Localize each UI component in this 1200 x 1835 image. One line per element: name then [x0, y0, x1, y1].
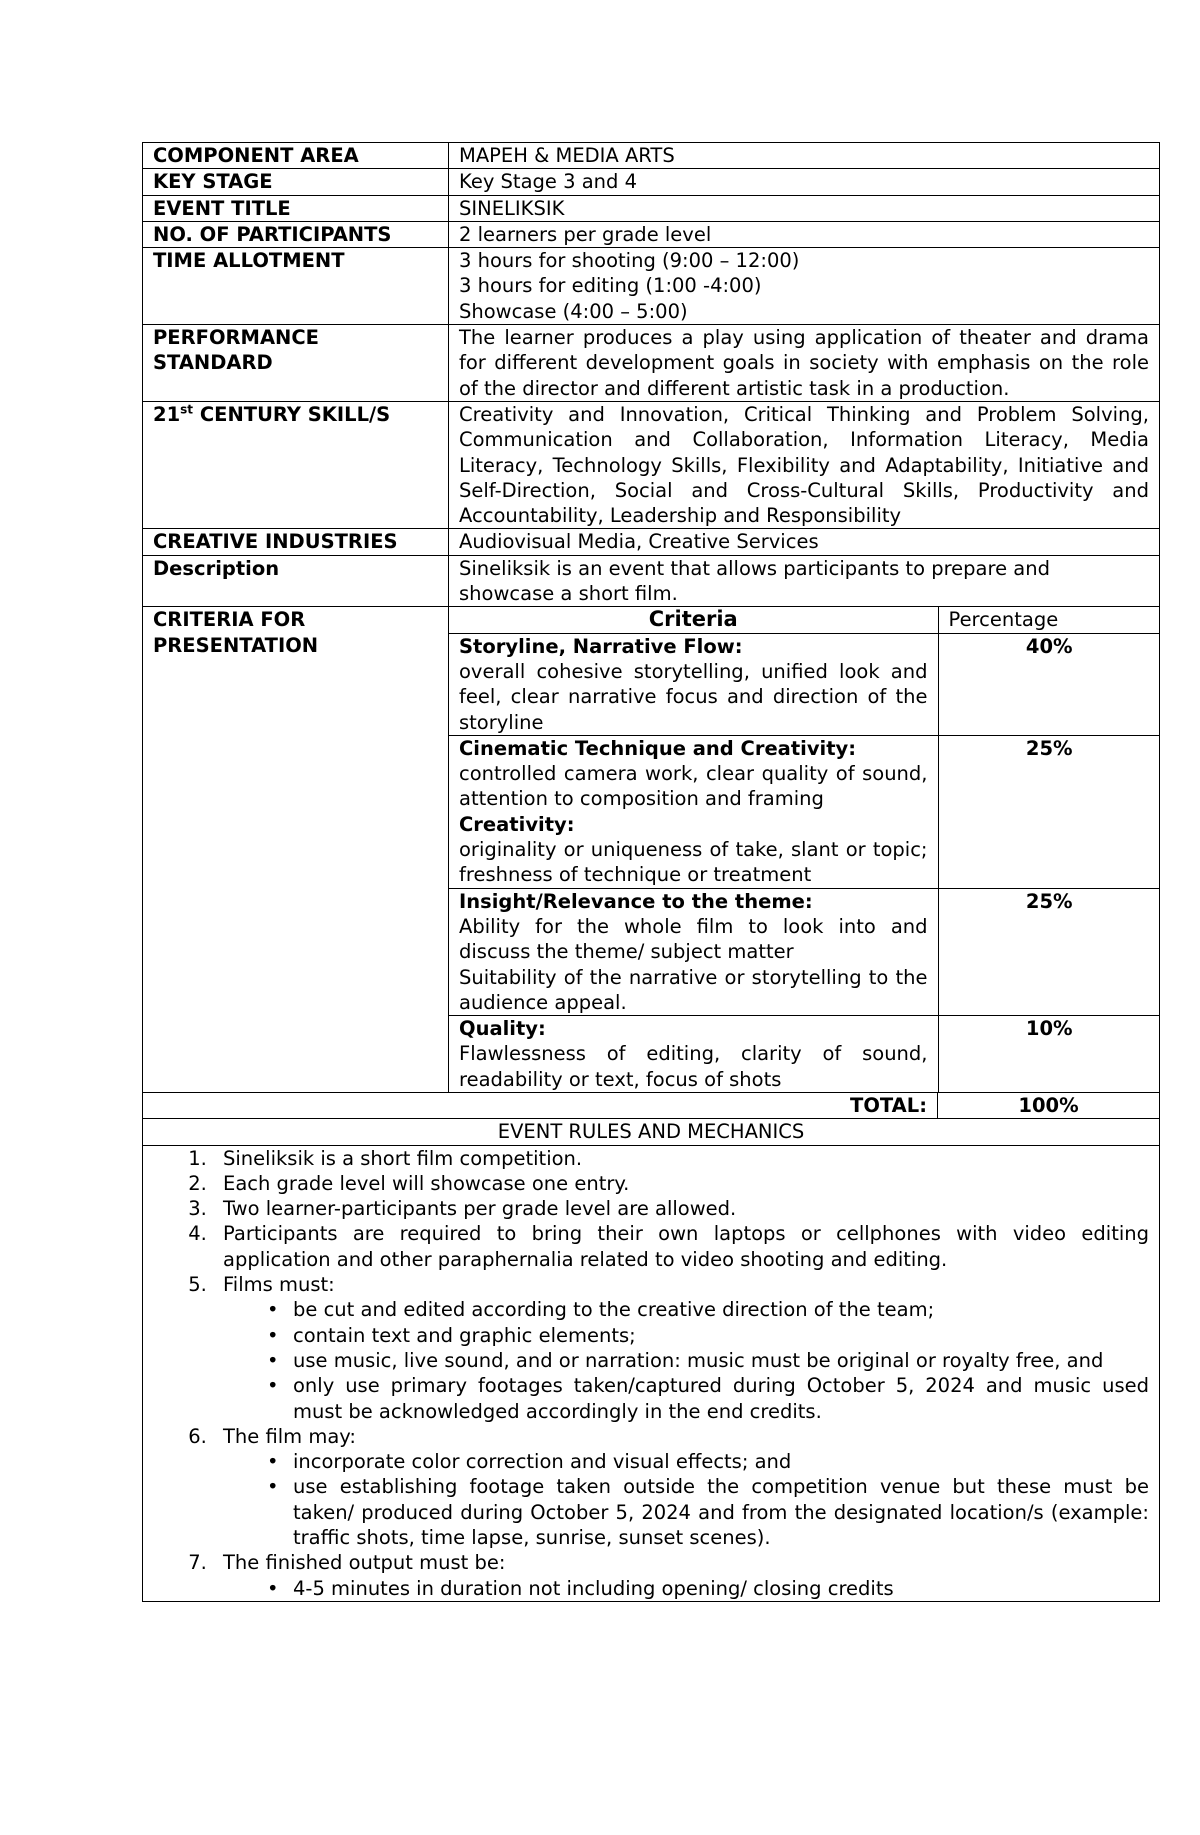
- criteria-row: [449, 1016, 1160, 1092]
- info-value: Key Stage 3 and 4: [449, 169, 1160, 195]
- info-label: CRITERIA FOR PRESENTATION: [143, 607, 449, 1093]
- bullet-icon: •: [267, 1323, 279, 1347]
- criteria-desc: overall cohesive storytelling, unified look and feel, clear narrative focus and direction of the storyline: [459, 659, 928, 734]
- info-label: KEY STAGE: [143, 169, 449, 195]
- bullet-icon: •: [267, 1450, 279, 1474]
- info-label: COMPONENT AREA: [143, 143, 449, 169]
- rule-sub-item: [267, 1474, 1149, 1550]
- rule-sub-item: [267, 1323, 1149, 1348]
- criteria-title: Insight/Relevance to the theme:: [459, 889, 813, 913]
- criteria-title: Creativity:: [459, 812, 575, 836]
- info-row-criteria: [143, 607, 1160, 1093]
- rule-sub-item: [267, 1576, 1149, 1601]
- rules-header-row: [143, 1119, 1160, 1145]
- info-row-event-title: [143, 195, 1160, 221]
- criteria-row: [449, 633, 1160, 735]
- rule-sub-text: 4-5 minutes in duration not including opening/ closing credits: [293, 1576, 894, 1600]
- info-value: Sineliksik is an event that allows participants to prepare and showcase a short film.: [449, 555, 1160, 607]
- time-shooting: 3 hours for shooting (9:00 – 12:00): [459, 249, 800, 273]
- total-table: [142, 1092, 1160, 1602]
- rules-list: [153, 1146, 1149, 1601]
- criteria-desc: Suitability of the narrative or storytelling to the audience appeal.: [459, 965, 928, 1014]
- rule-item: [213, 1221, 1149, 1272]
- info-label: NO. OF PARTICIPANTS: [143, 221, 449, 247]
- criteria-desc: controlled camera work, clear quality of sound, attention to composition and framing: [459, 762, 928, 811]
- info-value: Audiovisual Media, Creative Services: [449, 529, 1160, 555]
- rule-item: [213, 1550, 1149, 1601]
- rule-text: Each grade level will showcase one entry.: [223, 1171, 630, 1195]
- rule-sub-list: [223, 1297, 1149, 1423]
- criteria-text: [449, 633, 938, 735]
- criteria-title: Quality:: [459, 1017, 546, 1041]
- total-value: 100%: [938, 1092, 1160, 1118]
- info-value: The learner produces a play using application of theater and drama for different development goals in society with emphasis on the role of the director and different artistic task in a production.: [449, 325, 1160, 402]
- rule-sub-text: use music, live sound, and or narration: music must be original or royalty free, and: [293, 1348, 1104, 1372]
- rule-item: [213, 1424, 1149, 1550]
- info-row-component-area: [143, 143, 1160, 169]
- rule-item: [213, 1272, 1149, 1424]
- rules-cell: [143, 1145, 1160, 1601]
- criteria-percentage: 25%: [938, 888, 1160, 1015]
- rule-text: Two learner-participants per grade level are allowed.: [223, 1197, 737, 1221]
- info-row-creative-industries: [143, 529, 1160, 555]
- info-value: 2 learners per grade level: [449, 221, 1160, 247]
- rules-title: EVENT RULES AND MECHANICS: [143, 1119, 1160, 1145]
- info-row-performance-standard: [143, 325, 1160, 402]
- event-info-table: [142, 142, 1160, 1093]
- bullet-icon: •: [267, 1475, 279, 1499]
- rule-sub-text: use establishing footage taken outside the competition venue but these must be taken/ produced during October 5, 2024 and from the designated location/s (example: traffic shots, time lapse, sunrise, sunset scenes).: [293, 1475, 1149, 1550]
- bullet-icon: •: [267, 1576, 279, 1600]
- time-editing: 3 hours for editing (1:00 -4:00): [459, 274, 762, 298]
- criteria-text: [449, 1016, 938, 1092]
- rule-text: Participants are required to bring their own laptops or cellphones with video editing application and other paraphernalia related to video shooting and editing.: [223, 1222, 1149, 1271]
- skills-label-post: CENTURY SKILL/S: [193, 402, 391, 426]
- criteria-text: [449, 735, 938, 888]
- rule-sub-text: incorporate color correction and visual effects; and: [293, 1450, 792, 1474]
- document-page: [142, 142, 1159, 1602]
- criteria-row: [449, 735, 1160, 888]
- criteria-desc: originality or uniqueness of take, slant or topic; freshness of technique or treatment: [459, 838, 928, 887]
- criteria-header-row: [449, 607, 1160, 633]
- rule-item: [213, 1196, 1149, 1221]
- rule-sub-list: [223, 1576, 1149, 1601]
- rule-text: Films must:: [223, 1273, 335, 1297]
- criteria-percentage: 10%: [938, 1016, 1160, 1092]
- info-row-description: [143, 555, 1160, 607]
- rule-sub-item: [267, 1373, 1149, 1424]
- criteria-title: Cinematic Technique and Creativity:: [459, 736, 857, 760]
- rules-body-row: [143, 1145, 1160, 1601]
- percentage-header: Percentage: [938, 607, 1160, 633]
- rule-sub-text: be cut and edited according to the creative direction of the team;: [293, 1298, 935, 1322]
- criteria-header: Criteria: [449, 607, 938, 633]
- rule-item: [213, 1171, 1149, 1196]
- criteria-table: [449, 607, 1160, 1092]
- criteria-cell: [449, 607, 1160, 1093]
- info-value: Creativity and Innovation, Critical Thinking and Problem Solving, Communication and Collaboration, Information Literacy, Media Literacy, Technology Skills, Flexibility and Adaptability, Initiative and Self-Direction, Social and Cross-Cultural Skills, Productivity and Accountability, Leadership and Responsibility: [449, 401, 1160, 528]
- criteria-percentage: 25%: [938, 735, 1160, 888]
- info-label: TIME ALLOTMENT: [143, 248, 449, 325]
- info-label: PERFORMANCE STANDARD: [143, 325, 449, 402]
- criteria-text: [449, 888, 938, 1015]
- criteria-percentage: 40%: [938, 633, 1160, 735]
- rule-sub-list: [223, 1449, 1149, 1550]
- total-label: TOTAL:: [143, 1092, 938, 1118]
- info-value: MAPEH & MEDIA ARTS: [449, 143, 1160, 169]
- skills-label-pre: 21: [153, 402, 181, 426]
- info-row-skills: [143, 401, 1160, 528]
- bullet-icon: •: [267, 1348, 279, 1372]
- rule-sub-text: only use primary footages taken/captured during October 5, 2024 and music used must be acknowledged accordingly in the end credits.: [293, 1374, 1149, 1423]
- rule-text: The finished output must be:: [223, 1551, 506, 1575]
- rule-text: Sineliksik is a short film competition.: [223, 1146, 583, 1170]
- info-row-key-stage: [143, 169, 1160, 195]
- rule-sub-item: [267, 1449, 1149, 1474]
- skills-label-sup: st: [180, 402, 194, 417]
- rule-sub-text: contain text and graphic elements;: [293, 1323, 636, 1347]
- info-value: SINELIKSIK: [449, 195, 1160, 221]
- rule-sub-item: [267, 1297, 1149, 1322]
- rule-sub-item: [267, 1348, 1149, 1373]
- bullet-icon: •: [267, 1298, 279, 1322]
- criteria-desc: Flawlessness of editing, clarity of sound, readability or text, focus of shots: [459, 1042, 928, 1091]
- criteria-title: Storyline, Narrative Flow:: [459, 634, 743, 658]
- info-label: CREATIVE INDUSTRIES: [143, 529, 449, 555]
- info-value: [449, 248, 1160, 325]
- info-label: Description: [143, 555, 449, 607]
- total-row: [143, 1092, 1160, 1118]
- info-row-participants: [143, 221, 1160, 247]
- criteria-desc: Ability for the whole film to look into and discuss the theme/ subject matter: [459, 914, 928, 964]
- bullet-icon: •: [267, 1374, 279, 1398]
- rule-text: The film may:: [223, 1424, 356, 1448]
- criteria-row: [449, 888, 1160, 1015]
- info-row-time-allotment: [143, 248, 1160, 325]
- rule-item: [213, 1146, 1149, 1171]
- time-showcase: Showcase (4:00 – 5:00): [459, 299, 688, 323]
- info-label: [143, 401, 449, 528]
- info-label: EVENT TITLE: [143, 195, 449, 221]
